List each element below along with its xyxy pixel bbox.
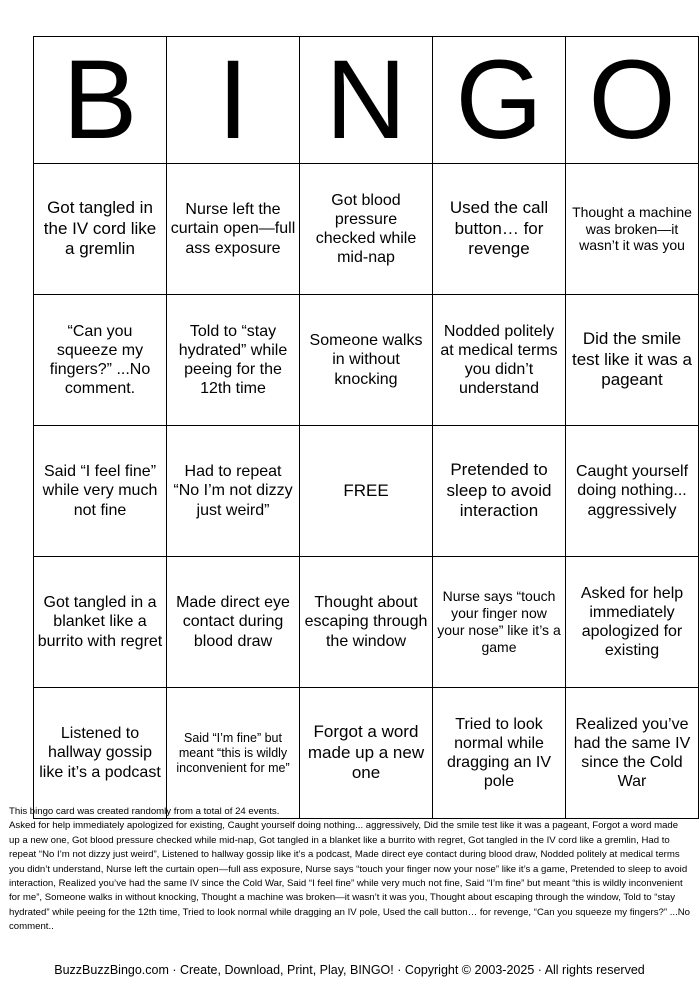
footnote-event-list: Asked for help immediately apologized for existing, Caught yourself doing nothing... aggressively, Did the smile test like it was a pageant, Forgot a word made up a new one, Got blood pressure checked while mid-nap, Got tangled in a blanket like a burrito with regret, Got tangled in the IV cord like a gremlin, Had to repeat “No I’m not dizzy just weird”, Listened to hallway gossip like it’s a podcast, Made direct eye contact during blood draw, Nodded politely at medical terms you didn’t understand, Nurse left the curtain open—full ass exposure, Nurse says “touch your finger now your nose” like it’s a game, Pretended to sleep to avoid interaction, Realized you’ve had the same IV since the Cold War, Said “I feel fine” while very much not fine, Said “I’m fine” but meant “this is wildly inconvenient for me”, Someone walks in without knocking, Thought a machine was broken—it wasn’t it was you, Thought about escaping through the window, Told to “stay hydrated” while peeing for the 12th time, Tried to look normal while dragging an IV pole, Used the call button… for revenge, “Can you squeeze my fingers?” ...No comment.. — [9, 820, 690, 933]
bingo-cell: Nurse left the curtain open—full ass exposure — [167, 164, 300, 295]
bingo-cell: Realized you’ve had the same IV since the Cold War — [566, 688, 699, 819]
bingo-cell: Thought a machine was broken—it wasn’t it was you — [566, 164, 699, 295]
bingo-cell: Listened to hallway gossip like it’s a podcast — [34, 688, 167, 819]
event-list-footnote — [9, 805, 690, 935]
bingo-cell: Tried to look normal while dragging an IV pole — [433, 688, 566, 819]
bingo-cell: Caught yourself doing nothing... aggressively — [566, 426, 699, 557]
bingo-cell: Nurse says “touch your finger now your nose” like it’s a game — [433, 557, 566, 688]
header-letter-b: B — [34, 37, 167, 164]
bingo-cell: Got tangled in the IV cord like a gremlin — [34, 164, 167, 295]
free-cell: FREE — [300, 426, 433, 557]
bingo-card — [33, 36, 699, 819]
bingo-cell: “Can you squeeze my fingers?” ...No comment. — [34, 295, 167, 426]
bingo-cell: Asked for help immediately apologized for existing — [566, 557, 699, 688]
header-row — [34, 37, 699, 164]
bingo-cell: Said “I feel fine” while very much not fine — [34, 426, 167, 557]
bingo-cell: Got tangled in a blanket like a burrito with regret — [34, 557, 167, 688]
bingo-cell: Someone walks in without knocking — [300, 295, 433, 426]
bingo-row — [34, 295, 699, 426]
bingo-cell: Said “I’m fine” but meant “this is wildly inconvenient for me” — [167, 688, 300, 819]
bingo-cell: Nodded politely at medical terms you didn’t understand — [433, 295, 566, 426]
header-letter-n: N — [300, 37, 433, 164]
bingo-row — [34, 557, 699, 688]
bingo-cell: Told to “stay hydrated” while peeing for the 12th time — [167, 295, 300, 426]
bingo-cell: Got blood pressure checked while mid-nap — [300, 164, 433, 295]
bingo-row — [34, 688, 699, 819]
bingo-row — [34, 426, 699, 557]
bingo-cell: Thought about escaping through the window — [300, 557, 433, 688]
header-letter-o: O — [566, 37, 699, 164]
bingo-cell: Did the smile test like it was a pageant — [566, 295, 699, 426]
header-letter-i: I — [167, 37, 300, 164]
bingo-cell: Had to repeat “No I’m not dizzy just weird” — [167, 426, 300, 557]
copyright-footer: BuzzBuzzBingo.com · Create, Download, Print, Play, BINGO! · Copyright © 2003-2025 · All rights reserved — [54, 963, 645, 977]
header-letter-g: G — [433, 37, 566, 164]
bingo-cell: Made direct eye contact during blood draw — [167, 557, 300, 688]
bingo-cell: Pretended to sleep to avoid interaction — [433, 426, 566, 557]
bingo-cell: Forgot a word made up a new one — [300, 688, 433, 819]
bingo-cell: Used the call button… for revenge — [433, 164, 566, 295]
footnote-intro: This bingo card was created randomly from a total of 24 events. — [9, 806, 280, 817]
bingo-row — [34, 164, 699, 295]
